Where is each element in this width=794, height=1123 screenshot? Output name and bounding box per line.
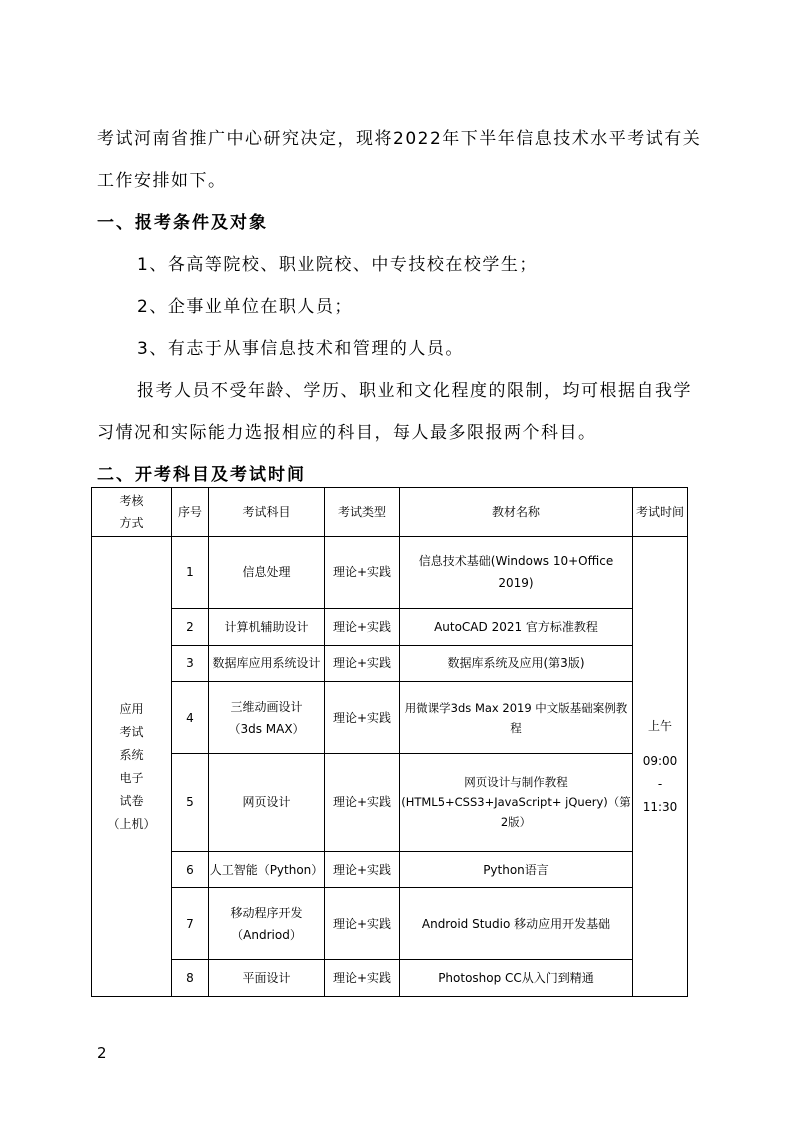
table-row: [92, 888, 688, 960]
type-cell: 理论+实践: [325, 754, 400, 851]
subject-line-2: （Andriod）: [231, 927, 302, 942]
header-textbook: 教材名称: [400, 488, 633, 537]
subject-cell: 数据库应用系统设计: [209, 645, 325, 682]
textbook-line-2: (HTML5+CSS3+JavaScript+ jQuery)（第2版）: [401, 795, 631, 830]
method-line: 系统: [119, 747, 144, 762]
condition-note-line-2: 习情况和实际能力选报相应的科目，每人最多限报两个科目。: [97, 423, 597, 443]
subject-cell: [209, 888, 325, 960]
textbook-line-1: 网页设计与制作教程: [464, 775, 568, 790]
condition-item-1: 1、各高等院校、职业院校、中专技校在校学生；: [137, 255, 538, 275]
table-row: [92, 645, 688, 682]
exam-time-cell: [633, 537, 688, 997]
subject-cell: 信息处理: [209, 537, 325, 609]
textbook-cell: Photoshop CC从入门到精通: [400, 960, 633, 997]
header-method-line-2: 方式: [119, 516, 144, 530]
intro-line-2: 工作安排如下。: [97, 171, 227, 191]
subject-line-2: （3ds MAX）: [228, 721, 305, 736]
seq-cell: 7: [172, 888, 209, 960]
seq-cell: 3: [172, 645, 209, 682]
table-row: [92, 851, 688, 888]
header-type: 考试类型: [325, 488, 400, 537]
subject-cell: 平面设计: [209, 960, 325, 997]
subject-line-1: 移动程序开发: [230, 905, 303, 920]
type-cell: 理论+实践: [325, 851, 400, 888]
page-number: 2: [97, 1044, 107, 1062]
section-2-title: 二、开考科目及考试时间: [97, 465, 306, 485]
header-method-line-1: 考核: [119, 494, 144, 508]
time-line: 上午: [647, 718, 672, 733]
table-header-row: [92, 488, 688, 537]
seq-cell: 4: [172, 682, 209, 754]
section-1-title: 一、报考条件及对象: [97, 213, 268, 233]
header-method: [92, 488, 172, 537]
method-line: 应用: [119, 701, 144, 716]
textbook-cell: AutoCAD 2021 官方标准教程: [400, 608, 633, 645]
textbook-cell: 数据库系统及应用(第3版): [400, 645, 633, 682]
textbook-cell: 信息技术基础(Windows 10+Office 2019): [400, 537, 633, 609]
subject-cell: 网页设计: [209, 754, 325, 851]
exam-method-cell: [92, 537, 172, 997]
method-line: 考试: [119, 724, 144, 739]
exam-schedule-table: [91, 487, 688, 997]
time-line: 09:00: [642, 753, 678, 768]
subject-cell: 计算机辅助设计: [209, 608, 325, 645]
textbook-cell: Android Studio 移动应用开发基础: [400, 888, 633, 960]
header-time: 考试时间: [633, 488, 688, 537]
subject-line-1: 三维动画设计: [230, 699, 303, 714]
table-row: [92, 754, 688, 851]
time-line: 11:30: [642, 799, 678, 814]
method-line: （上机）: [107, 816, 156, 831]
table-row: [92, 682, 688, 754]
type-cell: 理论+实践: [325, 682, 400, 754]
header-seq: 序号: [172, 488, 209, 537]
condition-note-line-1: 报考人员不受年龄、学历、职业和文化程度的限制，均可根据自我学: [137, 381, 692, 401]
table-row: [92, 960, 688, 997]
type-cell: 理论+实践: [325, 960, 400, 997]
method-line: 电子: [119, 770, 144, 785]
type-cell: 理论+实践: [325, 537, 400, 609]
header-subject: 考试科目: [209, 488, 325, 537]
seq-cell: 1: [172, 537, 209, 609]
seq-cell: 6: [172, 851, 209, 888]
method-line: 试卷: [119, 793, 144, 808]
seq-cell: 8: [172, 960, 209, 997]
seq-cell: 2: [172, 608, 209, 645]
intro-line-1: 考试河南省推广中心研究决定，现将2022年下半年信息技术水平考试有关: [97, 129, 702, 149]
table-row: [92, 608, 688, 645]
textbook-cell: 用微课学3ds Max 2019 中文版基础案例教程: [400, 682, 633, 754]
type-cell: 理论+实践: [325, 645, 400, 682]
textbook-cell: Python语言: [400, 851, 633, 888]
seq-cell: 5: [172, 754, 209, 851]
table-row: [92, 537, 688, 609]
subject-cell: 人工智能（Python）: [209, 851, 325, 888]
time-line: -: [657, 776, 663, 791]
condition-item-2: 2、企事业单位在职人员；: [137, 297, 353, 317]
type-cell: 理论+实践: [325, 888, 400, 960]
subject-cell: [209, 682, 325, 754]
type-cell: 理论+实践: [325, 608, 400, 645]
condition-item-3: 3、有志于从事信息技术和管理的人员。: [137, 339, 464, 359]
textbook-cell: [400, 754, 633, 851]
